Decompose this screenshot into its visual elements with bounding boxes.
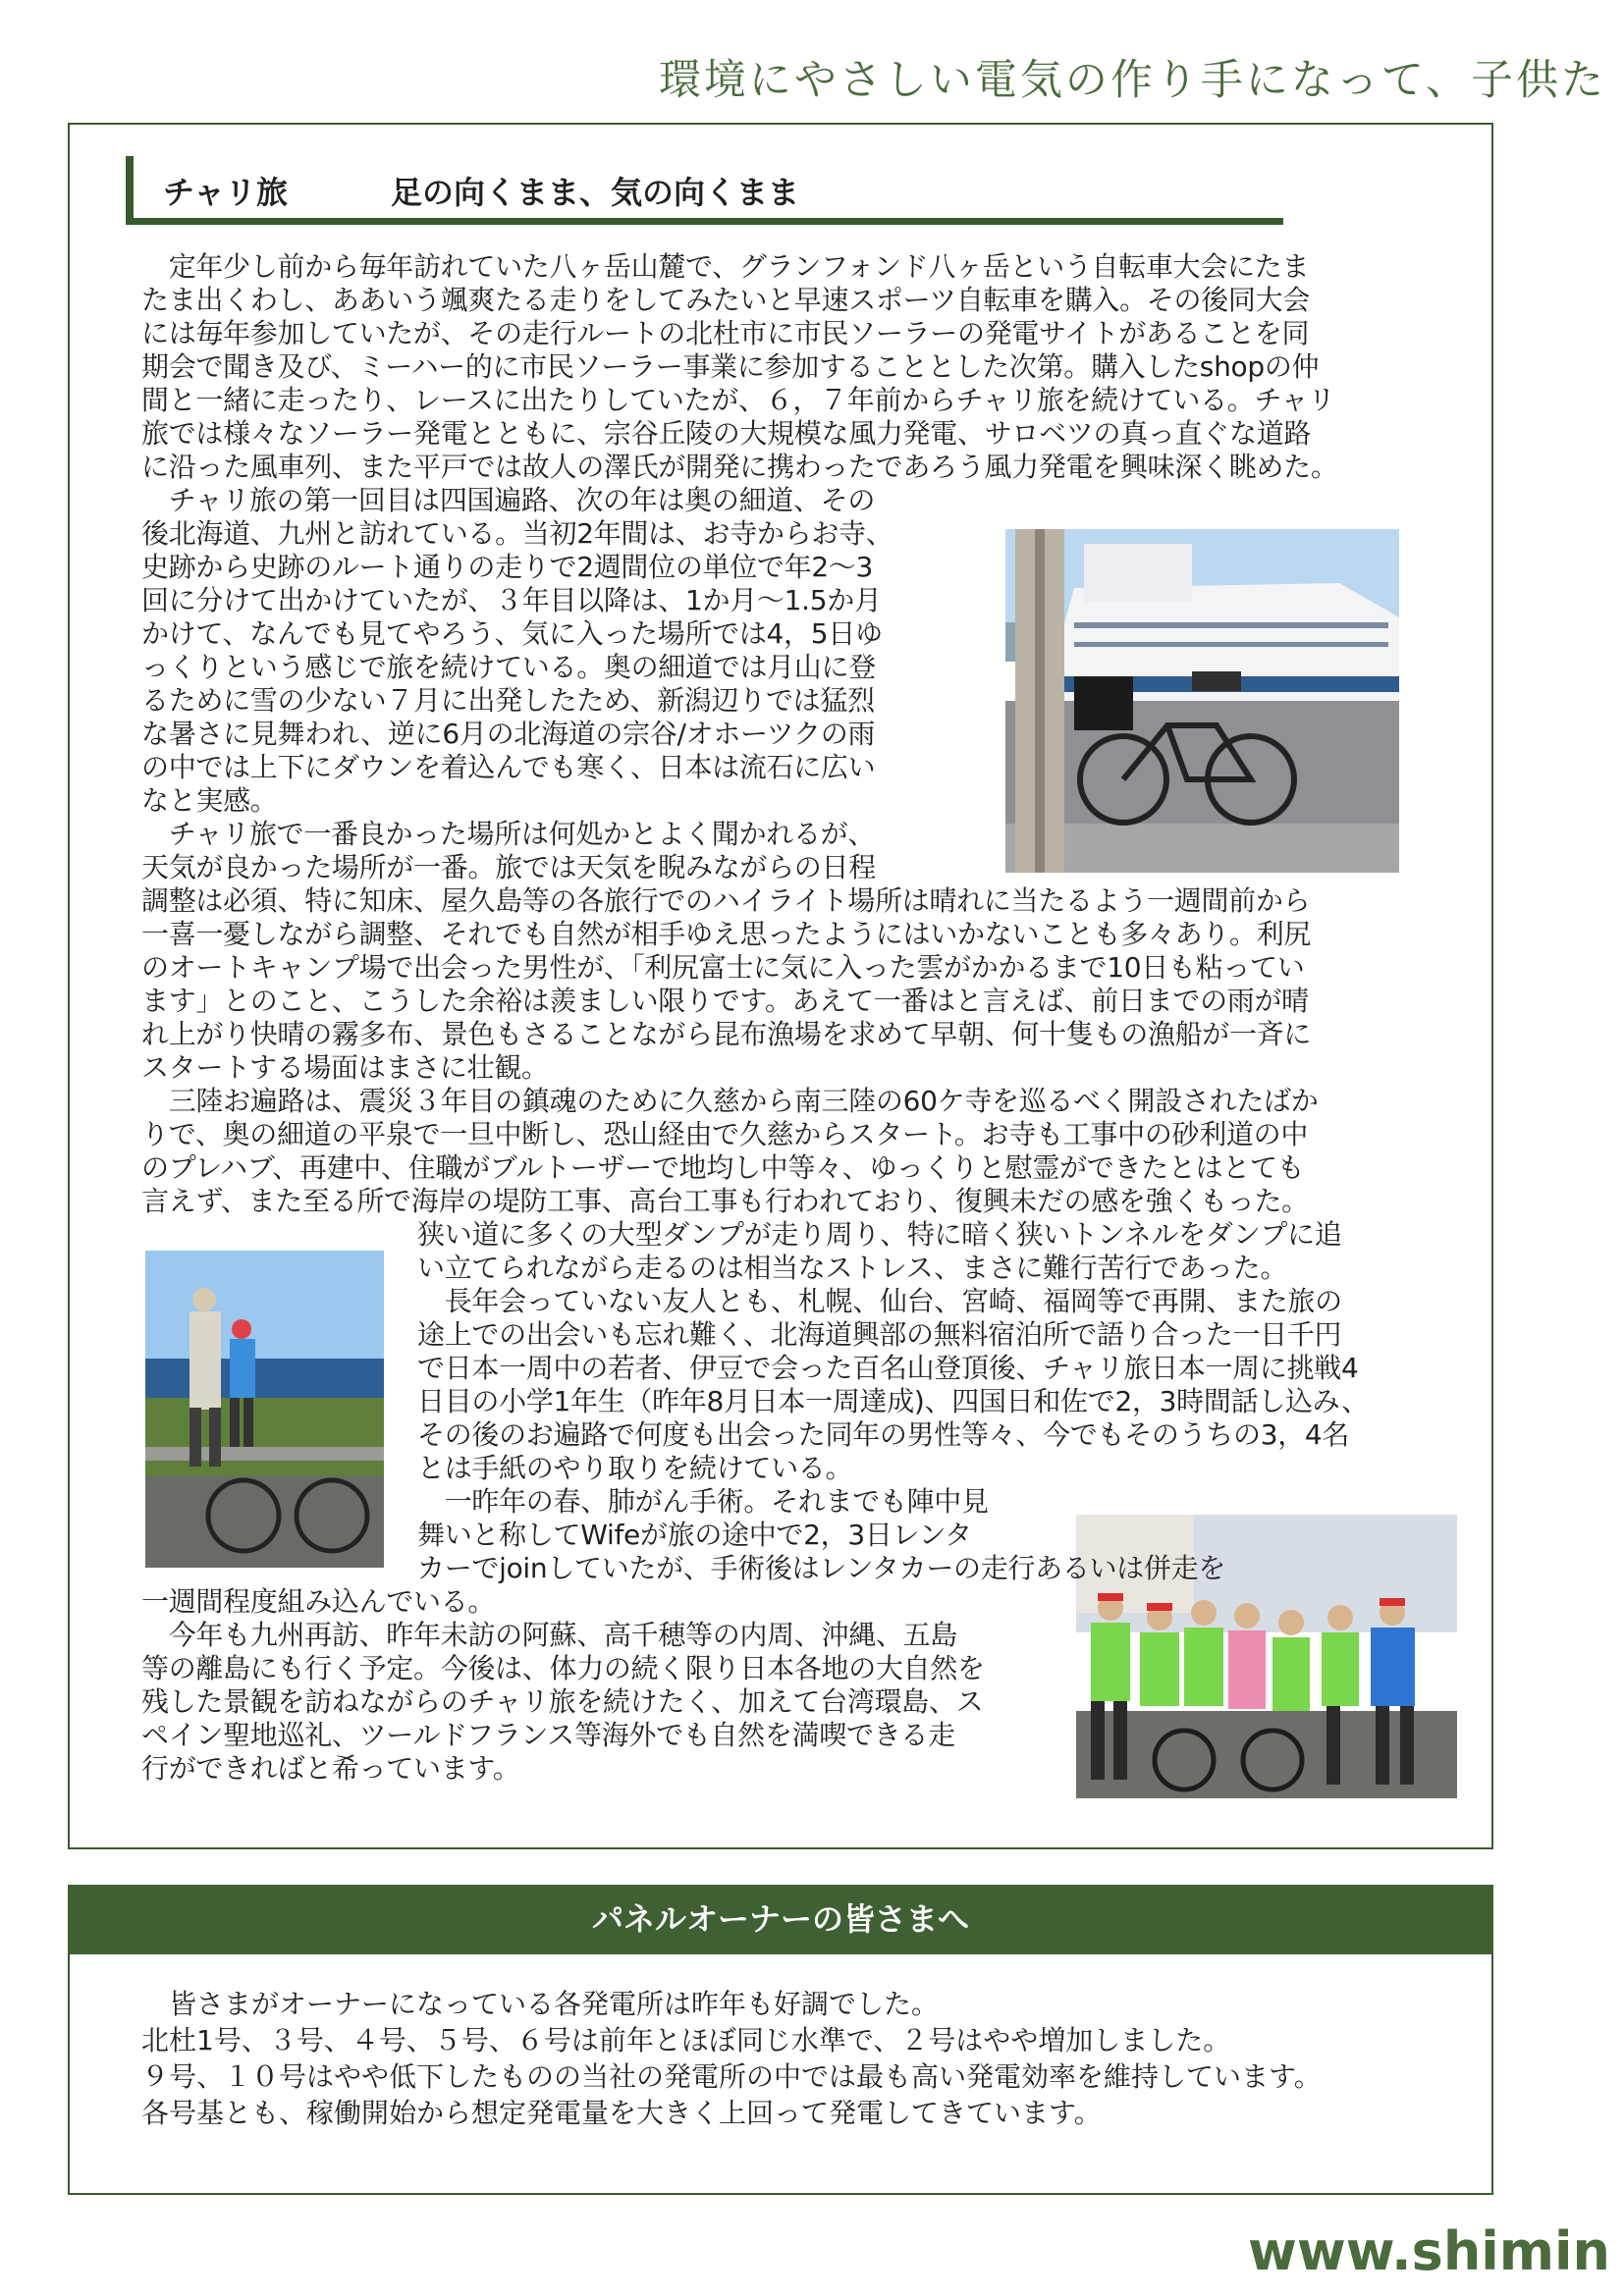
body-line: 史跡から史跡のルート通りの走りで2週間位の単位で年2～3 <box>141 551 874 583</box>
body-line: 回に分けて出かけていたが、３年目以降は、1か月～1.5か月 <box>141 584 882 616</box>
owners-line: 皆さまがオーナーになっている各発電所は昨年も好調でした。 <box>141 1988 940 2020</box>
ferry-bicycle-illustration <box>1005 529 1399 873</box>
body-line: スタートする場面はまさに壮観。 <box>141 1051 549 1084</box>
body-line: で日本一周中の若者、伊豆で会った百名山登頂後、チャリ旅日本一周に挑戦4 <box>417 1352 1359 1384</box>
photo-cyclists-by-sea <box>145 1251 384 1568</box>
body-line: 舞いと称してWifeが旅の途中で2，3日レンタ <box>417 1519 972 1551</box>
cyclists-by-sea-illustration <box>145 1251 384 1568</box>
body-line: 天気が良かった場所が一番。旅では天気を睨みながらの日程 <box>141 851 876 883</box>
body-line: 後北海道、九州と訪れている。当初2年間は、お寺からお寺、 <box>141 517 893 550</box>
body-line: ペイン聖地巡礼、ツールドフランス等海外でも自然を満喫できる走 <box>141 1719 955 1751</box>
body-line: 間と一緒に走ったり、レースに出たりしていたが、６，７年前からチャリ旅を続けている。チャリ <box>141 384 1335 416</box>
section-title-label: チャリ旅 <box>163 174 289 211</box>
body-line: のオートキャンプ場で出会った男性が、「利尻富士に気に入った雲がかかるまで10日も粘ってい <box>141 951 1305 984</box>
owners-heading: パネルオーナーの皆さまへ <box>68 1885 1493 1954</box>
body-line: のプレハブ、再建中、住職がブルトーザーで地均し中等々、ゆっくりと慰霊ができたとはとても <box>141 1151 1305 1184</box>
owners-line: ９号、１０号はやや低下したものの当社の発電所の中では最も高い発電効率を維持しています。 <box>141 2060 1322 2093</box>
body-line: 一週間程度組み込んでいる。 <box>141 1585 496 1618</box>
body-line: るために雪の少ない７月に出発したため、新潟辺りでは猛烈 <box>141 684 875 717</box>
body-line: 等の離島にも行く予定。今後は、体力の続く限り日本各地の大自然を <box>141 1652 985 1684</box>
article-box <box>68 123 1493 1849</box>
body-line: の中では上下にダウンを着込んでも寒く、日本は流石に広い <box>141 751 876 783</box>
section-title-subtitle: 足の向くまま、気の向くまま <box>391 174 800 211</box>
body-line: っくりという感じで旅を続けている。奥の細道では月山に登 <box>141 651 876 683</box>
body-line: 調整は必須、特に知床、屋久島等の各旅行でのハイライト場所は晴れに当たるよう一週間前から <box>141 884 1311 917</box>
body-line: その後のお遍路で何度も出会った同年の男性等々、今でもそのうちの3，4名 <box>417 1418 1350 1451</box>
body-line: 行ができればと希っています。 <box>141 1752 520 1785</box>
owners-box <box>68 1954 1493 2195</box>
body-line: チャリ旅の第一回目は四国遍路、次の年は奥の細道、その <box>141 484 876 516</box>
body-line: 一喜一憂しながら調整、それでも自然が相手ゆえ思ったようにはいかないことも多々あり。利尻 <box>141 918 1312 950</box>
body-line: に沿った風車列、また平戸では故人の澤氏が開発に携わったであろう風力発電を興味深く眺めた。 <box>141 451 1338 483</box>
body-line: りで、奥の細道の平泉で一旦中断し、恐山経由で久慈からスタート。お寺も工事中の砂利道の中 <box>141 1118 1309 1150</box>
body-line: 狭い道に多くの大型ダンプが走り周り、特に暗く狭いトンネルをダンプに追 <box>417 1218 1342 1251</box>
body-line: 三陸お遍路は、震災３年目の鎮魂のために久慈から南三陸の60ケ寺を巡るべく開設されたばか <box>141 1085 1319 1117</box>
body-line: 残した景観を訪ねながらのチャリ旅を続けたく、加えて台湾環島、ス <box>141 1685 984 1718</box>
body-line: チャリ旅で一番良かった場所は何処かとよく聞かれるが、 <box>141 818 876 850</box>
body-line: たま出くわし、ああいう颯爽たる走りをしてみたいと早速スポーツ自転車を購入。その後同大会 <box>141 284 1310 316</box>
body-line: ます」とのこと、こうした余裕は羨ましい限りです。あえて一番はと言えば、前日までの雨が晴 <box>141 985 1309 1017</box>
body-line: 長年会っていない友人とも、札幌、仙台、宮崎、福岡等で再開、また旅の <box>417 1285 1342 1317</box>
body-line: 途上での出会いも忘れ難く、北海道興部の無料宿泊所で語り合った一日千円 <box>417 1318 1342 1351</box>
owners-line: 北杜1号、３号、４号、５号、６号は前年とほぼ同じ水準で、２号はやや増加しました。 <box>141 2024 1231 2056</box>
body-line: な暑さに見舞われ、逆に6月の北海道の宗谷/オホーツクの雨 <box>141 718 876 750</box>
body-line: カーでjoinしていたが、手術後はレンタカーの走行あるいは併走を <box>417 1552 1226 1584</box>
body-line: 日目の小学1年生（昨年8月日本一周達成)、四国日和佐で2，3時間話し込み、 <box>417 1385 1369 1417</box>
body-line: 一昨年の春、肺がん手術。それまでも陣中見 <box>417 1485 989 1518</box>
photo-ferry-bicycle <box>1005 529 1399 873</box>
body-line: 定年少し前から毎年訪れていた八ヶ岳山麓で、グランフォンド八ヶ岳という自転車大会にたま <box>141 250 1310 283</box>
body-line: 旅では様々なソーラー発電とともに、宗谷丘陵の大規模な風力発電、サロベツの真っ直ぐな道路 <box>141 417 1312 450</box>
body-line: 今年も九州再訪、昨年未訪の阿蘇、高千穂等の内周、沖縄、五島 <box>141 1619 958 1651</box>
header-banner: 環境にやさしい電気の作り手になって、子供た <box>658 56 1606 105</box>
body-line: 言えず、また至る所で海岸の堤防工事、高台工事も行われており、復興未だの感を強くもった。 <box>141 1185 1309 1217</box>
body-line: なと実感。 <box>141 784 278 817</box>
section-title <box>126 156 1283 225</box>
body-line: かけて、なんでも見てやろう、気に入った場所では4，5日ゆ <box>141 617 883 650</box>
footer-url: www.shimin <box>1247 2220 1610 2282</box>
body-line: い立てられながら走るのは相当なストレス、まさに難行苦行であった。 <box>417 1252 1288 1284</box>
body-line: 期会で聞き及び、ミーハー的に市民ソーラー事業に参加することとした次第。購入したshopの仲 <box>141 350 1320 383</box>
body-line: には毎年参加していたが、その走行ルートの北杜市に市民ソーラーの発電サイトがあることを同 <box>141 317 1310 349</box>
owners-line: 各号基とも、稼働開始から想定発電量を大きく上回って発電してきています。 <box>141 2097 1102 2129</box>
body-line: とは手紙のやり取りを続けている。 <box>417 1452 853 1484</box>
body-line: れ上がり快晴の霧多布、景色もさることながら昆布漁場を求めて早朝、何十隻もの漁船が一斉に <box>141 1018 1312 1050</box>
